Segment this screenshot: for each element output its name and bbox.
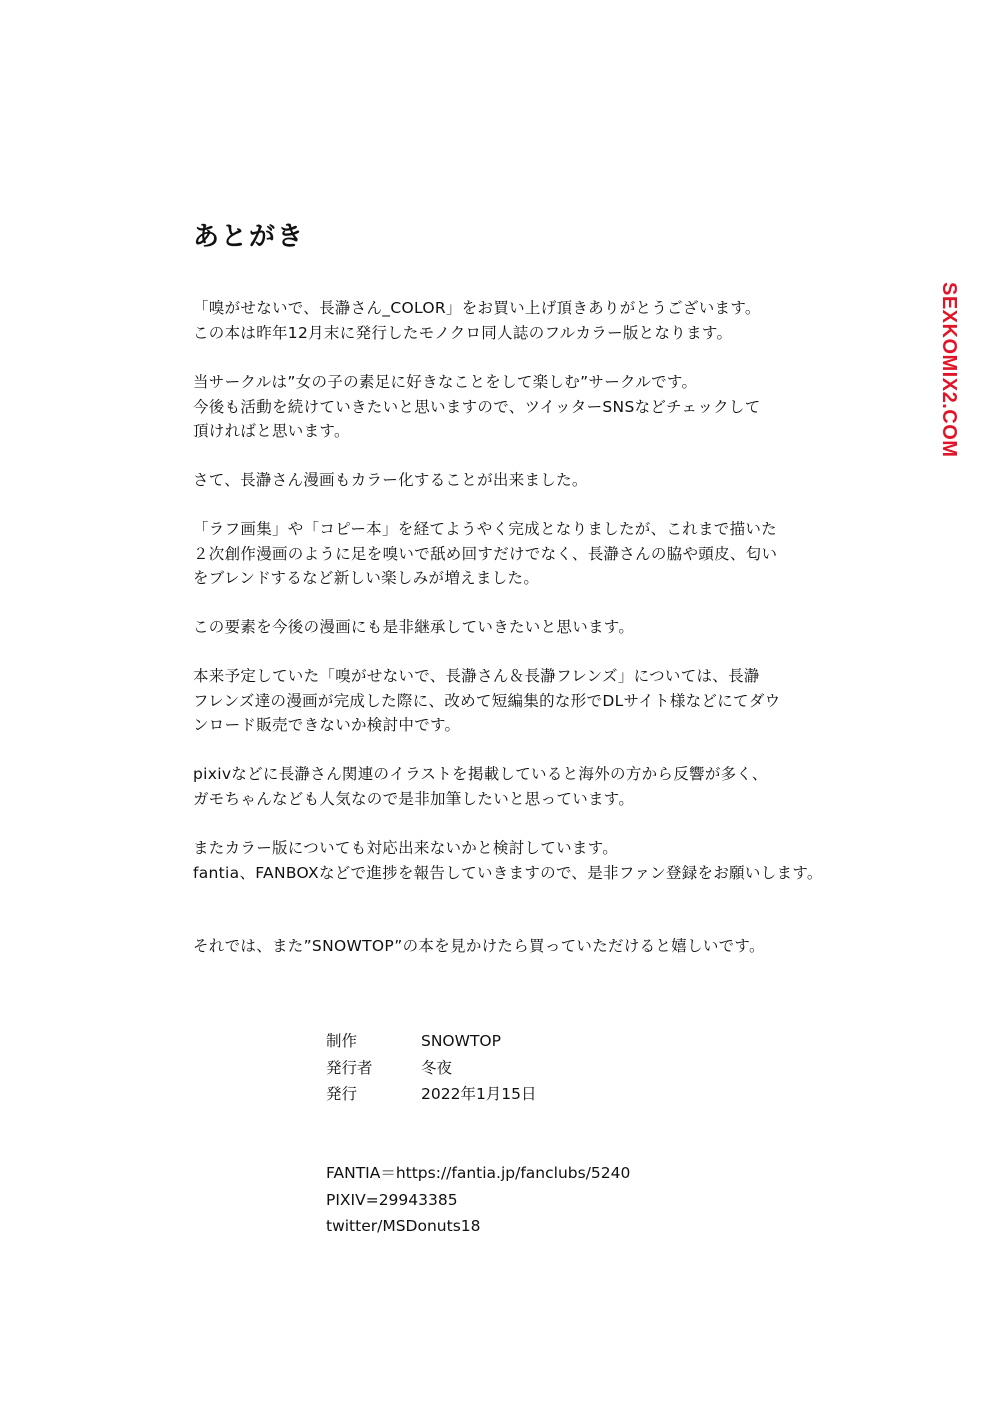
- paragraph-thanks: [193, 296, 761, 345]
- text-line: fantia、FANBOXなどで進捗を報告していきますので、是非ファン登録をお願いします。: [193, 863, 823, 882]
- paragraph-friends: [193, 664, 780, 738]
- credit-row-date: [326, 1081, 537, 1108]
- credit-label: 発行: [326, 1085, 358, 1103]
- text-line: 「嗅がせないで、長瀞さん_COLOR」をお買い上げ頂きありがとうございます。: [193, 299, 761, 317]
- page-title: あとがき: [193, 222, 306, 252]
- social-links: [326, 1160, 630, 1240]
- text-line: pixivなどに長瀞さん関連のイラストを掲載していると海外の方から反響が多く、: [193, 765, 768, 783]
- colophon: [326, 1028, 537, 1108]
- text-line: フレンズ達の漫画が完成した際に、改めて短編集的な形でDLサイト様などにてダウ: [193, 691, 781, 710]
- fantia-link[interactable]: FANTIA＝https://fantia.jp/fanclubs/5240: [326, 1164, 631, 1182]
- text-line: ンロード販売できないか検討中です。: [193, 716, 461, 735]
- text-line: またカラー版についても対応出来ないかと検討しています。: [193, 839, 619, 857]
- pixiv-link[interactable]: PIXIV=29943385: [326, 1190, 458, 1209]
- text-line: 本来予定していた「嗅がせないで、長瀞さん＆長瀞フレンズ」については、長瀞: [193, 667, 760, 685]
- text-line: ガモちゃんなども人気なので是非加筆したいと思っています。: [193, 789, 635, 808]
- text-line: 今後も活動を続けていきたいと思いますので、ツイッターSNSなどチェックして: [193, 397, 761, 416]
- site-watermark: SEXKOMIX2.COM: [938, 282, 960, 458]
- text-line: さて、長瀞さん漫画もカラー化することが出来ました。: [193, 471, 588, 489]
- text-line: この本は昨年12月末に発行したモノクロ同人誌のフルカラー版となります。: [193, 323, 733, 342]
- text-line: 「ラフ画集」や「コピー本」を経てようやく完成となりましたが、これまで描いた: [193, 520, 777, 538]
- credit-label: 発行者: [326, 1058, 373, 1077]
- twitter-link[interactable]: twitter/MSDonuts18: [326, 1217, 481, 1235]
- paragraph-future: [193, 615, 634, 640]
- text-line: 当サークルは”女の子の素足に好きなことをして楽しむ”サークルです。: [193, 373, 698, 391]
- text-line: 頂ければと思います。: [193, 422, 350, 441]
- credit-label: 制作: [326, 1032, 358, 1050]
- paragraph-closing: [193, 934, 765, 959]
- text-line: をブレンドするなど新しい楽しみが増えました。: [193, 569, 540, 588]
- credit-value: SNOWTOP: [421, 1032, 501, 1050]
- text-line: この要素を今後の漫画にも是非継承していきたいと思います。: [193, 618, 635, 636]
- paragraph-pixiv: [193, 762, 768, 811]
- paragraph-circle: [193, 370, 761, 444]
- paragraph-fantia: [193, 836, 823, 885]
- paragraph-colorized: [193, 468, 588, 493]
- text-line: それでは、また”SNOWTOP”の本を見かけたら買っていただけると嬉しいです。: [193, 937, 765, 955]
- credit-value: 2022年1月15日: [421, 1085, 537, 1103]
- text-line: ２次創作漫画のように足を嗅いで舐め回すだけでなく、長瀞さんの脇や頭皮、匂い: [193, 544, 778, 563]
- paragraph-completion: [193, 517, 777, 591]
- credit-row-publisher: [326, 1055, 537, 1082]
- credit-row-production: [326, 1028, 537, 1055]
- credit-value: 冬夜: [421, 1058, 453, 1077]
